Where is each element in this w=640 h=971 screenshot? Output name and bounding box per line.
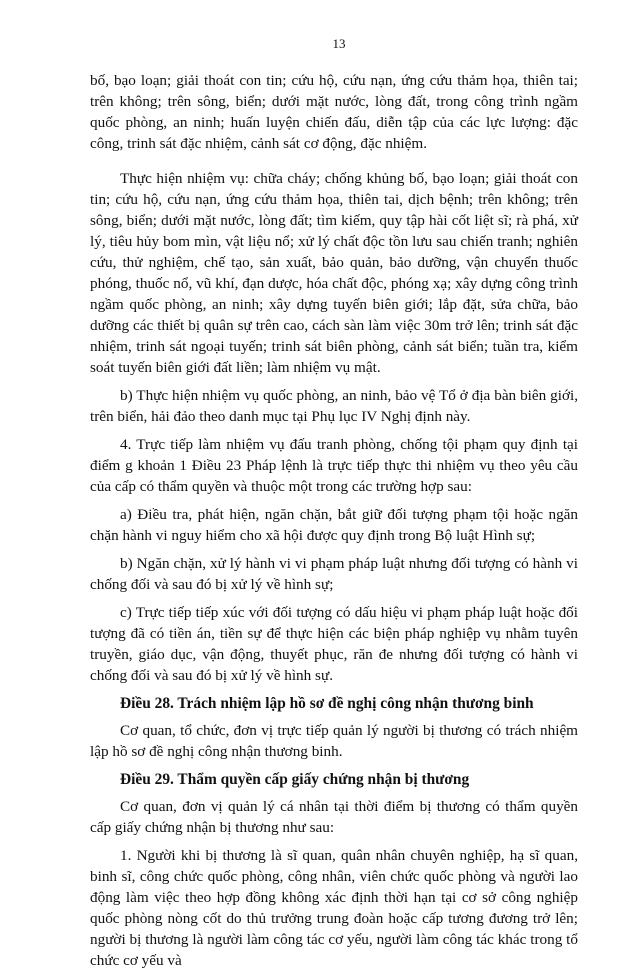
paragraph-point-b: b) Thực hiện nhiệm vụ quốc phòng, an ninh, bảo vệ Tổ ở địa bàn biên giới, trên biển, hải đảo theo danh mục tại Phụ lục IV Nghị định này. [90, 387, 578, 425]
paragraph-clause-4b: b) Ngăn chặn, xử lý hành vi vi phạm pháp luật nhưng đối tượng có hành vi chống đối và sau đó bị xử lý về hình sự; [90, 555, 578, 593]
paragraph-clause-4a: a) Điều tra, phát hiện, ngăn chặn, bắt giữ đối tượng phạm tội hoặc ngăn chặn hành vi nguy hiểm cho xã hội được quy định trong Bộ luật Hình sự; [90, 506, 578, 544]
article-28-body: Cơ quan, tổ chức, đơn vị trực tiếp quản lý người bị thương có trách nhiệm lập hồ sơ đề nghị công nhận thương binh. [90, 722, 578, 760]
article-29-intro: Cơ quan, đơn vị quản lý cá nhân tại thời điểm bị thương có thẩm quyền cấp giấy chứng nhận bị thương như sau: [90, 798, 578, 836]
article-29-heading: Điều 29. Thẩm quyền cấp giấy chứng nhận bị thương [120, 771, 470, 788]
article-29-clause-1: 1. Người khi bị thương là sĩ quan, quân nhân chuyên nghiệp, hạ sĩ quan, binh sĩ, công chức quốc phòng, công nhân, viên chức quốc phòng và người lao động làm việc theo hợp đồng không xác định thời hạn tại cơ sở công nghiệp quốc phòng nòng cốt do thủ trưởng trung đoàn hoặc cấp tương đương trở lên; người bị thương là người làm công tác cơ yếu, người làm công tác khác trong tổ chức cơ yếu và [90, 847, 578, 969]
paragraph-duties: Thực hiện nhiệm vụ: chữa cháy; chống khủng bố, bạo loạn; giải thoát con tin; cứu hộ, cứu nạn, ứng cứu thảm họa, thiên tai, dịch bệnh; trên không; trên sông, biển; dưới mặt nước, lòng đất; tìm kiếm, quy tập hài cốt liệt sĩ; rà phá, xử lý, tiêu hủy bom mìn, vật liệu nổ; xử lý chất độc tồn lưu sau chiến tranh; nghiên cứu, thử nghiệm, chế tạo, sản xuất, bảo quản, bảo dưỡng, vận chuyển thuốc phóng, thuốc nổ, vũ khí, đạn dược, hóa chất độc, phóng xạ; xây dựng công trình ngầm quốc phòng, an ninh; xây dựng tuyến biên giới; lắp đặt, sửa chữa, bảo dưỡng các thiết bị quân sự trên cao, cách sàn làm việc 30m trở lên; trinh sát đặc nhiệm, trinh sát ngoại tuyến; trinh sát biên phòng, cảnh sát biển; tuần tra, kiểm soát tuyến biên giới đất liền; làm nhiệm vụ mật. [90, 170, 578, 376]
article-28-heading: Điều 28. Trách nhiệm lập hồ sơ đề nghị công nhận thương binh [120, 695, 534, 712]
page-number: 13 [332, 36, 346, 51]
paragraph-clause-4: 4. Trực tiếp làm nhiệm vụ đấu tranh phòng, chống tội phạm quy định tại điểm g khoản 1 Điều 23 Pháp lệnh là trực tiếp thực thi nhiệm vụ theo yêu cầu của cấp có thẩm quyền và thuộc một trong các trường hợp sau: [90, 436, 578, 495]
paragraph-continuation: bố, bạo loạn; giải thoát con tin; cứu hộ, cứu nạn, ứng cứu thảm họa, thiên tai; trên không; trên sông, biển; dưới mặt nước, lòng đất, trong công trình ngầm quốc phòng, an ninh; huấn luyện chiến đấu, diễn tập của các lực lượng: đặc công, trinh sát đặc nhiệm, cảnh sát cơ động, đặc nhiệm. [90, 72, 578, 152]
paragraph-clause-4c: c) Trực tiếp tiếp xúc với đối tượng có dấu hiệu vi phạm pháp luật hoặc đối tượng đã có tiền án, tiền sự để thực hiện các biện pháp nghiệp vụ nhằm tuyên truyền, giáo dục, vận động, thuyết phục, răn đe nhưng đối tượng có hành vi chống đối và sau đó bị xử lý về hình sự. [90, 604, 578, 684]
